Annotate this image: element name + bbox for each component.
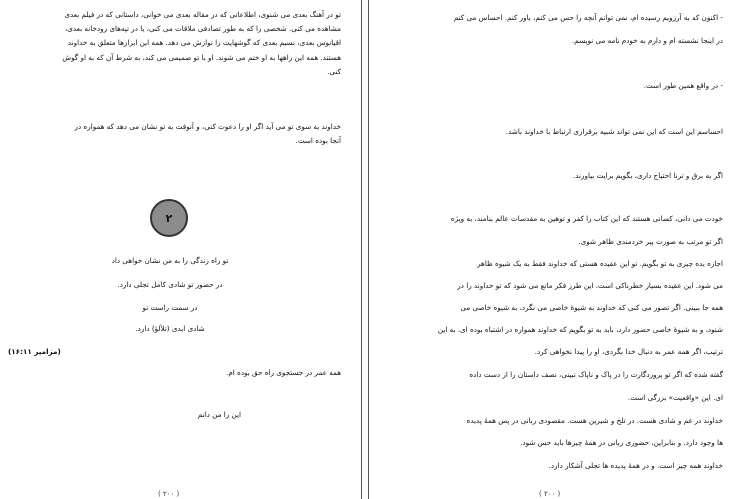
dialogue-line: اگر به برق و ترنا احتیاج داری، بگویم برایت بیاورند. [572,171,723,180]
paragraph-line: هستند. همه این راهها به او ختم می شوند. او با تو صمیمی می کند، به شرط آن که به او گوش [62,52,341,62]
dialogue-line: - اکنون که به آرزویم رسیده ام، نمی توانم آنچه را حس می کنم، باور کنم. احساس می کنم [453,13,723,22]
chapter-number: ۲ [165,211,173,225]
left-top-paragraph [14,8,341,79]
dialogue-line: خداوند همه چیز است. و در همهٔ پدیده ها تجلی آشکار دارد. [548,461,723,470]
dialogue-line: احساسم این است که این نمی تواند شبیه برقراری ارتباط با خداوند باشد. [505,127,723,136]
dialogue-line: - در واقع همین طور است. [643,81,723,90]
paragraph-line: اقیانوس بعدی، نسیم بعدی که گوشهایت را نوازش می دهد. همه این ابزارها متعلق به خداوند [67,38,341,48]
intro-line: همه عمر در جستجوی راه حق بوده ام. [226,368,341,377]
dialogue-line: ای. این «واقعیت» بزرگی است. [627,393,723,402]
poem-line: شادی ابدی (تلألؤ) دارد. [135,324,205,333]
dialogue-line: می شود. این عقیده بسیار خطرناکی است. این طرز فکر مانع می شود که تو خداوند را در [457,281,723,290]
chapter-number-badge [150,199,188,237]
dialogue-line: اجازه بده چیزی به تو بگویم. تو این عقیده هستی که خداوند فقط به یک شیوه ظاهر [477,259,723,268]
dialogue-line: در اینجا نشسته ام و دارم به خودم نامه می نویسم. [572,36,723,45]
dialogue-line: خودت می دانی، کسانی هستند که این کتاب را کفر و توهین به مقدسات عالم بنامند، به ویژه [450,214,723,223]
poem-line: در سمت راست تو [142,303,198,312]
poem-line: در حضور تو شادی کامل تجلی دارد. [117,280,223,289]
dialogue-line: اگر تو مرتب به صورت پیر خردمندی ظاهر شوی. [578,237,723,246]
dialogue-line: شنود، و به شیوهٔ خاصی حضور دارد، باید به تو بگویم که خداوند همواره در اشتباه بوده ای. به این [437,325,723,334]
dialogue-line: خداوند در غم و شادی هست. در تلخ و شیرین هست. مقصودی ربانی در پس همهٔ پدیده [466,416,723,425]
left-second-paragraph [14,120,341,148]
dialogue-line: همه جا ببینی. اگر تصور می کنی که خداوند به شیوهٔ خاصی می نگرد، به شیوه خاصی می [460,303,723,312]
dialogue-line: ترتیب، اگر همه عمر به دنبال خدا بگردی، او را پیدا نخواهی کرد. [534,347,723,356]
poem-line: تو راه زندگی را به من نشان خواهی داد [111,256,229,265]
dialogue-line: ها وجود دارد. و بنابراین، حضوری ربانی در همهٔ چیزها باید حس شود. [520,438,723,447]
dialogue-line: گفته شده که اگر تو پروردگارت را در پاک و ناپاک نبینی، نصف داستان را از دست داده [469,370,723,379]
paragraph-line: مشاهده می کنی. شخصی را که به طور تصادفی ملاقات می کنی، یا در تپه‌های رودخانه بعدی، [64,24,341,34]
signature-line: این را من دانم [197,410,241,419]
paragraph-line: تو در آهنگ بعدی می شنوی، اطلاعاتی که در مقاله بعدی می خوانی، داستانی که در فیلم بعدی [64,10,341,19]
page-number: ( ۲۰۰ ) [158,490,180,498]
left-page [0,0,362,499]
page-number: ( ۲۰۰ ) [539,490,561,498]
right-page [368,0,730,499]
paragraph-line: خداوند به سوی تو می آید اگر او را دعوت کنی، و آنوقت به تو نشان می دهد که همواره در [74,122,341,131]
scripture-reference: (مزامیر ۱۶:۱۱) [8,347,61,356]
paragraph-line: کنی. [327,66,341,76]
paragraph-line: آنجا بوده است. [295,136,341,146]
